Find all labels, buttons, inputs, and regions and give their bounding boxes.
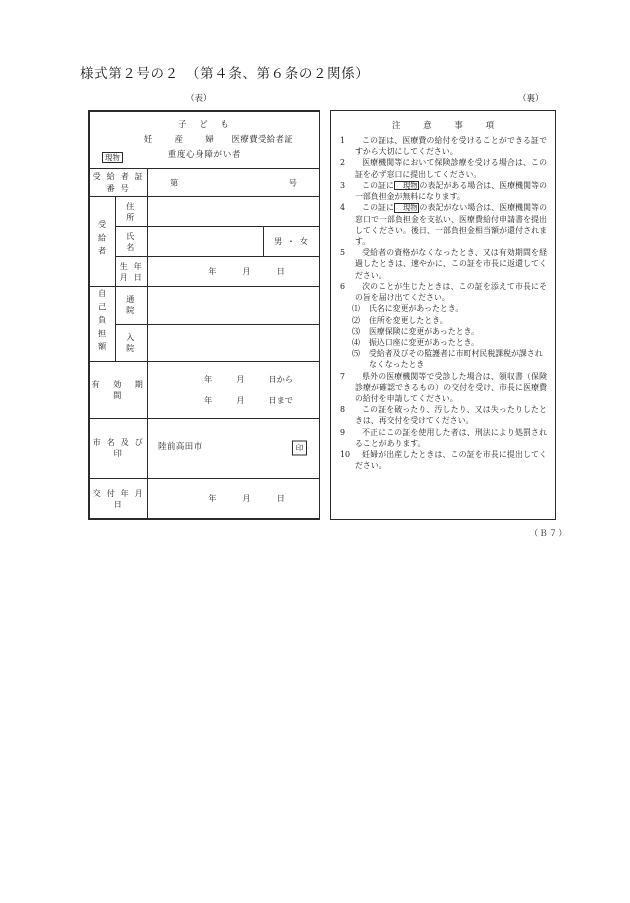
subitem-number-6-5: ⑸ — [352, 349, 360, 359]
note-text-4 — [355, 202, 547, 247]
recipient-number-field[interactable] — [148, 168, 320, 197]
subitem-number-6-2: ⑵ — [352, 315, 360, 325]
note-subitem-6-4 — [352, 337, 547, 348]
note-number-6: 6 — [340, 281, 346, 291]
note-text-3 — [355, 180, 547, 202]
city-seal-label: 市 名 及 び 印 — [90, 418, 148, 479]
period-from-month: 月 — [236, 373, 245, 384]
subitem-number-6-1: ⑴ — [352, 304, 360, 314]
note-item-1 — [339, 135, 547, 157]
birthdate-label: 生 年 月 日 — [116, 257, 148, 287]
note-4-part-b: の表記がない場合は、医療機関等の窓口で一部負担金を支払い、医療費給付申請書を提出してください。後日、一部負担金相当額が還付されます。 — [355, 203, 547, 246]
note-4-part-a: この証に — [362, 203, 394, 213]
period-to-day: 日まで — [268, 394, 293, 405]
note-item-3 — [339, 180, 547, 202]
notes-section — [331, 111, 555, 519]
table-row-inpatient — [90, 324, 320, 361]
issue-day-unit: 日 — [276, 493, 285, 504]
note-subitem-6-5 — [352, 348, 547, 370]
birth-year-unit: 年 — [208, 266, 217, 277]
note-number-5: 5 — [340, 248, 346, 258]
seal-stamp-box: 印 — [292, 441, 307, 456]
certificate-title-cell — [90, 112, 320, 169]
inpatient-field[interactable] — [148, 324, 320, 361]
sex-selector[interactable]: 男 ・ 女 — [264, 227, 320, 257]
note-subitem-6-2 — [352, 315, 547, 326]
note-subitem-6-3 — [352, 326, 547, 337]
table-row-outpatient — [90, 287, 320, 324]
table-row-header — [90, 112, 320, 169]
note-text-6: 次のことが生じたときは、この証を添えて市長にその旨を届け出てください。 — [355, 281, 547, 303]
note-subitem-6-1 — [352, 303, 547, 314]
address-field[interactable] — [148, 197, 320, 227]
number-prefix-dai: 第 — [170, 176, 179, 187]
certificate-table — [89, 111, 320, 519]
table-row-city-seal — [90, 418, 320, 479]
certificate-back-panel — [330, 110, 556, 520]
note-3-part-b: の表記がある場合は、医療機関等の一部負担金が無料になります。 — [355, 180, 547, 202]
period-to-month: 月 — [236, 394, 245, 405]
valid-period-label: 有 効 期 間 — [90, 361, 148, 418]
outpatient-field[interactable] — [148, 287, 320, 324]
issue-month-unit: 月 — [242, 493, 251, 504]
issue-year-unit: 年 — [208, 493, 217, 504]
table-row-birthdate — [90, 257, 320, 287]
subitem-text-6-4: 振込口座に変更があったとき。 — [369, 337, 480, 347]
note-number-7: 7 — [340, 371, 346, 381]
birth-day-unit: 日 — [276, 266, 285, 277]
note-number-10: 10 — [340, 450, 351, 460]
genbutsu-mark-box: 現物 — [102, 152, 123, 164]
selfpay-group-label: 自己負担額 — [90, 287, 116, 362]
note-item-7 — [339, 371, 547, 405]
note-number-2: 2 — [340, 158, 346, 168]
table-row-recipient-number — [90, 168, 320, 197]
table-row-address — [90, 197, 320, 227]
issue-date-label: 交 付 年 月 日 — [90, 479, 148, 519]
caption-back-side: （裏） — [518, 94, 544, 104]
note-item-2 — [339, 157, 547, 179]
table-row-valid-period — [90, 361, 320, 418]
note-3-part-a: この証に — [362, 180, 394, 190]
number-suffix-gou: 号 — [288, 176, 297, 187]
note-text-8: この証を破ったり、汚したり、又は失ったりしたときは、再交付を受けてください。 — [355, 405, 547, 426]
table-row-issue-date — [90, 479, 320, 519]
note-item-9 — [339, 427, 547, 449]
subitem-number-6-4: ⑷ — [352, 337, 360, 347]
note-item-4 — [339, 202, 547, 247]
form-code: （Ｂ７） — [529, 528, 568, 538]
subitem-number-6-3: ⑶ — [352, 326, 360, 336]
note-text-10: 妊婦が出産したときは、この証を市長に提出してください。 — [355, 450, 547, 471]
subitem-text-6-1: 氏名に変更があったとき。 — [369, 304, 464, 314]
period-from-day: 日から — [268, 373, 293, 384]
note-text-9: 不正にこの証を使用した者は、刑法により処罰されることがあります。 — [355, 427, 547, 448]
note-4-genbutsu-box: 現物 — [394, 203, 420, 212]
city-seal-field — [148, 418, 320, 479]
birthdate-field[interactable] — [148, 257, 320, 287]
note-text-1: この証は、医療費の給付を受けることができる証ですから大切にしてください。 — [355, 136, 547, 157]
inpatient-label: 入 院 — [116, 324, 148, 361]
name-field[interactable] — [148, 227, 264, 257]
cert-type-kodomo: 子 ど も — [178, 118, 231, 129]
name-label: 氏 名 — [116, 227, 148, 257]
note-text-7: 県外の医療機関等で受診した場合は、領収書（保険診療が確認できるもの）の交付を受け、市長に医療費の給付を申請してください。 — [355, 371, 547, 404]
period-to-line — [148, 395, 319, 406]
city-name-value: 陸前高田市 — [158, 442, 203, 453]
note-item-5 — [339, 247, 547, 281]
subitem-text-6-2: 住所を変更したとき。 — [369, 315, 448, 325]
valid-period-field[interactable] — [148, 361, 320, 418]
issue-date-field[interactable] — [148, 479, 320, 519]
period-from-year: 年 — [204, 373, 213, 384]
period-from-line — [148, 374, 319, 385]
table-row-name — [90, 227, 320, 257]
note-number-8: 8 — [340, 405, 346, 415]
page-title: 様式第２号の２ （第４条、第６条の２関係） — [80, 66, 370, 82]
certificate-front-panel — [88, 110, 320, 520]
notes-title: 注 意 事 項 — [391, 121, 502, 131]
recipient-group-label: 受給者 — [90, 197, 116, 287]
recipient-number-label: 受 給 者 証 番 号 — [90, 168, 148, 197]
note-text-5: 受給者の資格がなくなったとき、又は有効期間を経過したときは、速やかに、この証を市長に返還してください。 — [355, 248, 547, 280]
address-label: 住 所 — [116, 197, 148, 227]
subitem-text-6-3: 医療保険に変更があったとき。 — [369, 326, 480, 336]
note-number-3: 3 — [340, 180, 346, 190]
birth-month-unit: 月 — [242, 266, 251, 277]
subitem-text-6-5: 受給者及びその監護者に市町村民税課税が課されなくなったとき — [369, 349, 543, 370]
note-number-4: 4 — [340, 203, 346, 213]
note-3-genbutsu-box: 現物 — [394, 181, 420, 190]
note-text-2: 医療機関等において保険診療を受ける場合は、この証を必ず窓口に提出してください。 — [355, 158, 547, 179]
cert-type-ninsanpu: 妊 産 婦 — [143, 133, 221, 144]
note-item-8 — [339, 404, 547, 426]
note-number-9: 9 — [340, 427, 346, 437]
cert-title-main: 医療費受給者証 — [231, 133, 294, 144]
period-to-year: 年 — [204, 394, 213, 405]
caption-front-side: （表） — [186, 94, 212, 104]
cert-type-judo-shinshin: 重度心身障がい者 — [167, 148, 242, 159]
note-item-6 — [339, 281, 547, 303]
note-item-10 — [339, 449, 547, 471]
note-number-1: 1 — [340, 136, 346, 145]
outpatient-label: 通 院 — [116, 287, 148, 324]
